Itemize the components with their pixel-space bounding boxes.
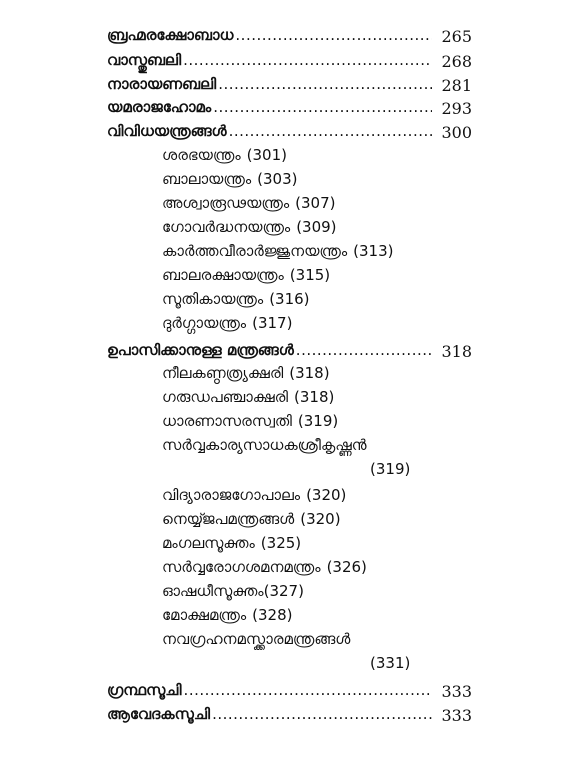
entry-page-number: 300 xyxy=(441,123,472,142)
leader-dots xyxy=(296,339,432,361)
leader-dots xyxy=(212,703,432,725)
toc-subentry xyxy=(162,240,394,262)
entry-page-number: 268 xyxy=(441,52,472,71)
subentry-title: സർവ്വരോഗശമനമന്ത്രം xyxy=(162,558,321,576)
subentry-page-number: (303) xyxy=(257,170,298,188)
toc-subentry xyxy=(162,410,338,432)
subentry-page-number: (316) xyxy=(269,290,310,308)
subentry-page-number: (325) xyxy=(260,534,302,552)
subentry-title: മോക്ഷമന്ത്രം xyxy=(162,606,247,624)
toc-subentry xyxy=(162,628,350,650)
toc-subentry xyxy=(162,362,330,384)
subentry-title: സൂതികായന്ത്രം xyxy=(162,290,264,308)
subentry-page-number: (326) xyxy=(326,558,367,576)
toc-subentry xyxy=(162,484,346,506)
subentry-title: അശ്വാരൂഢയന്ത്രം xyxy=(162,194,290,212)
subentry-title: നെയ്യ്ജപമന്ത്രങ്ങൾ xyxy=(162,510,295,528)
subentry-title: കാർത്തവീരാർജ്ജുനയന്ത്രം xyxy=(162,242,348,260)
subentry-page-number: (315) xyxy=(289,266,331,284)
toc-subentry xyxy=(162,168,297,190)
toc-subentry xyxy=(162,434,367,456)
subentry-title: മംഗലസൂക്തം xyxy=(162,534,255,552)
toc-subentry xyxy=(162,312,292,334)
subentry-page-number: (319) xyxy=(370,460,411,478)
toc-subentry xyxy=(162,580,304,602)
entry-title: വിവിധയന്ത്രങ്ങൾ xyxy=(107,122,227,140)
toc-subentry xyxy=(162,216,337,238)
subentry-page-number: (313) xyxy=(353,242,394,260)
subentry-title: ബാലരക്ഷായന്ത്രം xyxy=(162,266,284,284)
subentry-page-number: (320) xyxy=(300,510,341,528)
subentry-page-number: (307) xyxy=(295,194,336,212)
leader-dots xyxy=(213,96,432,118)
toc-entry xyxy=(107,73,432,95)
subentry-title: ധാരണാസരസ്വതി xyxy=(162,412,292,430)
subentry-page-number: (319) xyxy=(297,412,339,430)
subentry-page-number: (318) xyxy=(294,388,335,406)
toc-subentry xyxy=(162,192,336,214)
subentry-title: നീലകണ്ഠത്ര്യക്ഷരി xyxy=(162,364,284,382)
leader-dots xyxy=(229,120,432,142)
entry-title: ഗ്രന്ഥസൂചി xyxy=(107,681,182,699)
subentry-page-number: (301) xyxy=(246,146,287,164)
entry-page-number: 333 xyxy=(441,706,472,725)
subentry-title: ഓഷധീസൂക്തം xyxy=(162,582,264,600)
leader-dots xyxy=(184,679,432,701)
entry-page-number: 293 xyxy=(441,99,472,118)
subentry-title: നവഗ്രഹനമസ്ക്കാരമന്ത്രങ്ങൾ xyxy=(162,630,351,648)
toc-subentry xyxy=(162,604,292,626)
toc-subentry xyxy=(162,288,310,310)
subentry-title: ഗോവർദ്ധനയന്ത്രം xyxy=(162,218,291,236)
entry-page-number: 318 xyxy=(441,342,472,361)
subentry-title: ഗരുഡപഞ്ചാക്ഷരി xyxy=(162,388,289,406)
leader-dots xyxy=(235,24,432,46)
toc-entry xyxy=(107,339,432,361)
subentry-page-number: (318) xyxy=(289,364,330,382)
subentry-page-number: (309) xyxy=(296,218,337,236)
entry-page-number: 265 xyxy=(441,27,472,46)
entry-title: നാരായണബലി xyxy=(107,75,217,93)
subentry-title: വിദ്യാരാജഗോപാലം xyxy=(162,486,301,504)
entry-page-number: 333 xyxy=(441,682,472,701)
subentry-page-number: (331) xyxy=(370,654,411,672)
leader-dots xyxy=(218,73,432,95)
subentry-title: സർവ്വകാര്യസാധകശ്രീകൃഷ്ണൻ xyxy=(162,436,367,454)
toc-subentry xyxy=(162,264,330,286)
subentry-title: ശരഭയന്ത്രം xyxy=(162,146,241,164)
toc-entry xyxy=(107,679,432,701)
subentry-page-number: (320) xyxy=(306,486,347,504)
toc-entry xyxy=(107,120,432,142)
toc-subentry xyxy=(162,556,367,578)
toc-entry xyxy=(107,49,432,71)
toc-subentry xyxy=(162,508,341,530)
toc-entry xyxy=(107,24,432,46)
entry-title: ബ്രഹ്മരക്ഷോബാധ xyxy=(107,26,234,44)
subentry-page-number: (327) xyxy=(263,582,304,600)
entry-page-number: 281 xyxy=(441,76,472,95)
subentry-title: ബാലായന്ത്രം xyxy=(162,170,252,188)
entry-title: ആവേദകസൂചി xyxy=(107,705,211,723)
entry-title: ഉപാസിക്കാനുള്ള മന്ത്രങ്ങൾ xyxy=(107,341,294,359)
toc-entry xyxy=(107,96,432,118)
toc-subentry xyxy=(162,386,334,408)
subentry-page-number: (328) xyxy=(252,606,293,624)
entry-title: വാസ്തുബലി xyxy=(107,51,182,69)
entry-title: യമരാജഹോമം xyxy=(107,98,212,116)
toc-entry xyxy=(107,703,432,725)
leader-dots xyxy=(183,49,432,71)
subentry-page-number: (317) xyxy=(252,314,293,332)
toc-subentry xyxy=(162,144,287,166)
toc-subentry xyxy=(162,532,301,554)
subentry-title: ദുർഗ്ഗായന്ത്രം xyxy=(162,314,247,332)
